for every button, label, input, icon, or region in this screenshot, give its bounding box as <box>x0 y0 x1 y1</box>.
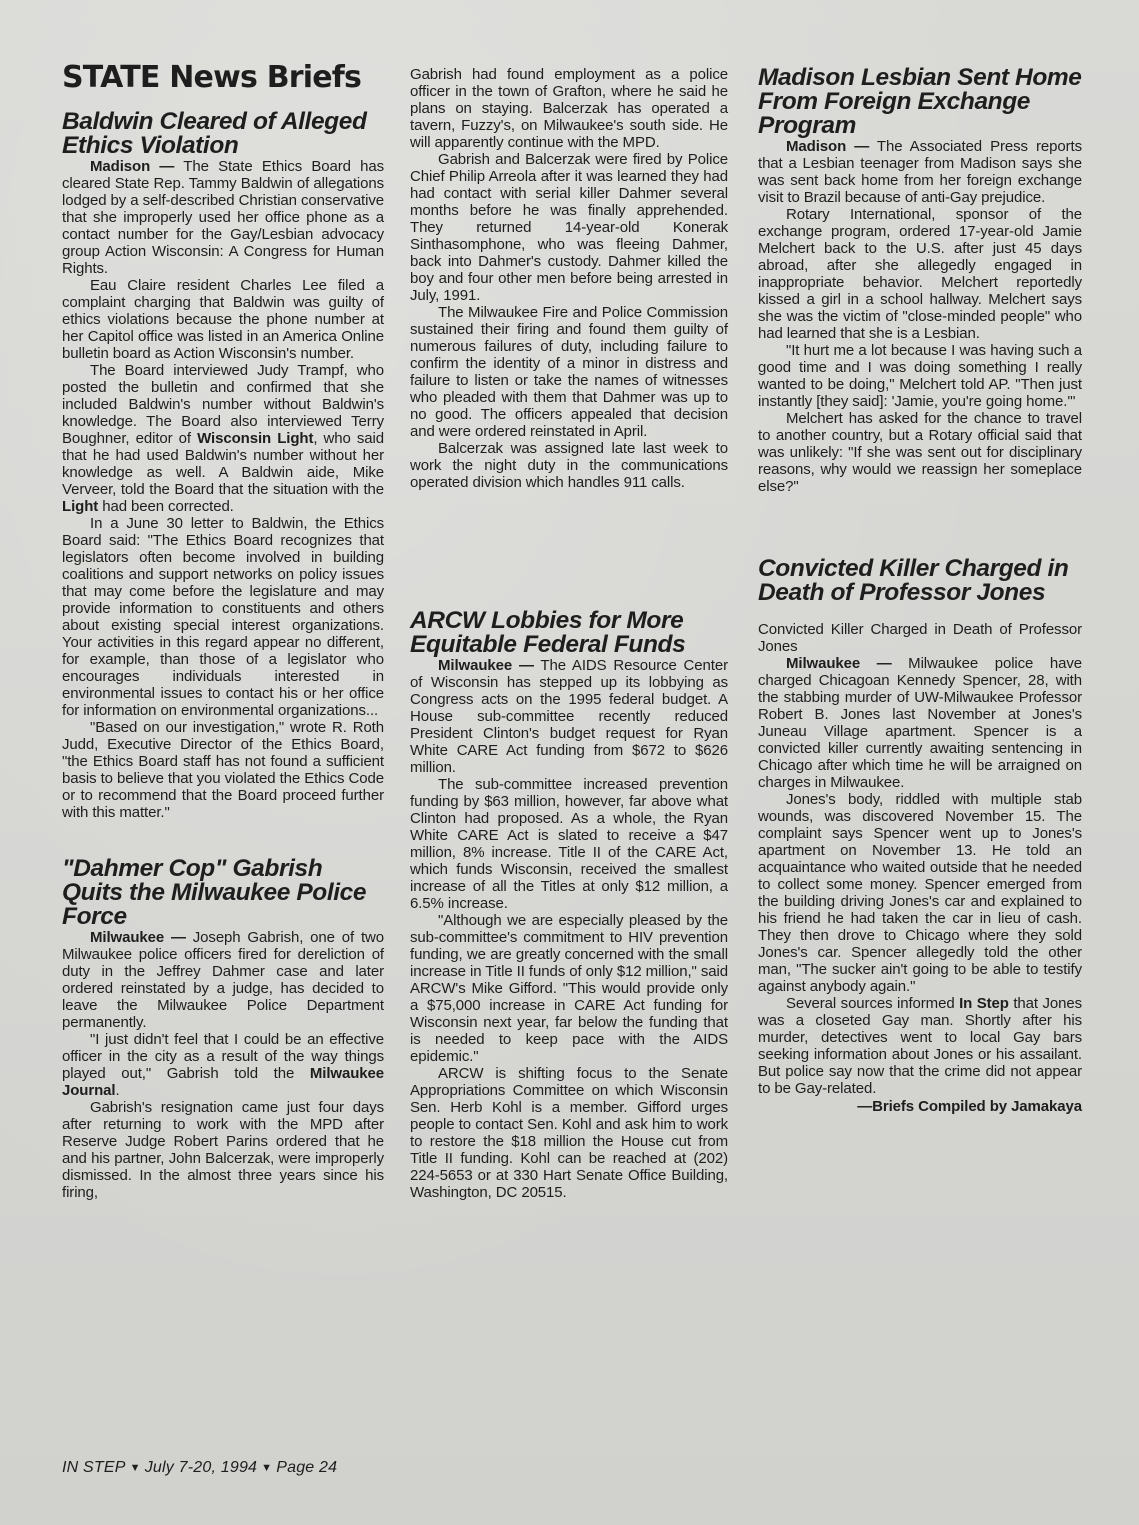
paragraph: "I just didn't feel that I could be an effective officer in the city as a result of the way things played out," Gabrish told the Milwaukee Journal. <box>62 1031 384 1099</box>
footer-page-number: Page 24 <box>276 1459 338 1476</box>
column-3 <box>758 66 1082 1115</box>
paragraph: Milwaukee — Milwaukee police have charged Chicagoan Kennedy Spencer, 28, with the stabbing murder of UW-Milwaukee Professor Robert B. Jones last November at Jones's Juneau Village apartment. Spencer is a convicted killer currently awaiting sentencing in Chicago after which time he will be arraigned on charges in Milwaukee. <box>758 655 1082 791</box>
paragraph: Eau Claire resident Charles Lee filed a complaint charging that Baldwin was guilty of ethics violations because the phone number at her Capitol office was listed in an America Online bulletin board as Action Wisconsin's number. <box>62 277 384 362</box>
article-baldwin <box>62 110 384 821</box>
paragraph: The sub-committee increased prevention funding by $63 million, however, far above what Clinton had proposed. As a whole, the Ryan White CARE Act is slated to receive a $47 million, 8% increase. Title II of the CARE Act, which funds Wisconsin, received the smallest increase of all the Titles at only $12 million, a 6.5% increase. <box>410 776 728 912</box>
dateline: Milwaukee — <box>90 929 186 946</box>
dateline: Madison — <box>90 158 175 175</box>
dateline: Madison — <box>786 138 870 155</box>
paragraph: Jones's body, riddled with multiple stab wounds, was discovered November 15. The complaint says Spencer went up to Jones's apartment on November 13. He told an acquaintance who waited outside that he needed to collect some money. Spencer emerged from the building driving Jones's car and explained to his friend he had taken the car in lieu of cash. They then drove to Chicago where they sold Jones's car. Spencer allegedly told the other man, "The sucker ain't going to be able to testify against anybody again." <box>758 791 1082 995</box>
article-gabrish-continued <box>410 66 728 491</box>
article-gabrish <box>62 857 384 1201</box>
triangle-separator-icon: ▼ <box>129 1462 141 1474</box>
footer-publication: IN STEP <box>62 1459 126 1476</box>
footer-date: July 7-20, 1994 <box>144 1459 258 1476</box>
paragraph: "It hurt me a lot because I was having such a good time and I was doing something I really wanted to be doing," Melchert told AP. "Then just instantly [they said]: 'Jamie, you're going home.'" <box>758 342 1082 410</box>
publication-name: Wisconsin Light <box>197 430 314 447</box>
paragraph: Milwaukee — Joseph Gabrish, one of two Milwaukee police officers fired for dereliction of duty in the Jeffrey Dahmer case and later ordered reinstated by a judge, has decided to leave the Milwaukee Police Department permanently. <box>62 929 384 1031</box>
paragraph: Gabrish's resignation came just four days after returning to work with the MPD after Reserve Judge Robert Parins ordered that he and his partner, John Balcerzak, were improperly dismissed. In the almost three years since his firing, <box>62 1099 384 1201</box>
headline-baldwin: Baldwin Cleared of Alleged Ethics Violation <box>62 108 367 159</box>
paragraph: The Milwaukee Fire and Police Commission sustained their firing and found them guilty of numerous failures of duty, including failure to confirm the identity of a minor in distress and failure to listen or take the names of witnesses who pleaded with them that Dahmer was up to no good. The officers appealed that decision and were ordered reinstated in April. <box>410 304 728 440</box>
article-lesbian-exchange <box>758 66 1082 495</box>
dateline: Milwaukee — <box>438 657 534 674</box>
headline-jones: Convicted Killer Charged in Death of Professor Jones <box>758 555 1069 606</box>
paragraph: Gabrish had found employment as a police officer in the town of Grafton, where he said he plans on staying. Balcerzak has operated a tavern, Fuzzy's, on Milwaukee's south side. He will apparently continue with the MPD. <box>410 66 728 151</box>
publication-name: Milwaukee Journal <box>62 1065 384 1099</box>
page-footer <box>62 1459 337 1477</box>
dateline: Milwaukee — <box>786 655 892 672</box>
article-arcw <box>410 609 728 1201</box>
paragraph: Several sources informed In Step that Jones was a closeted Gay man. Shortly after his murder, detectives went to local Gay bars seeking information about Jones or his assailant. But police say now that the crime did not appear to be Gay-related. <box>758 995 1082 1097</box>
paragraph: In a June 30 letter to Baldwin, the Ethics Board said: "The Ethics Board recognizes that legislators often become involved in building coalitions and support networks on policy issues that may come before the legislature and may provide information to constituents and others about existing special interest organizations. Your activities in this regard appear no different, for example, than those of a legislator who encourages individuals interested in environmental issues to contact his or her office for information on environmental organizations... <box>62 515 384 719</box>
publication-name: Light <box>62 498 99 515</box>
subhead-jones: Convicted Killer Charged in Death of Professor Jones <box>758 621 1082 655</box>
byline-signature: —Briefs Compiled by Jamakaya <box>857 1098 1082 1115</box>
triangle-separator-icon: ▼ <box>261 1462 273 1474</box>
paragraph: Gabrish and Balcerzak were fired by Police Chief Philip Arreola after it was learned they had had contact with serial killer Dahmer several months before he was finally apprehended. They returned 14-year-old Konerak Sinthasomphone, who was fleeing Dahmer, back into Dahmer's custody. Dahmer killed the boy and four other men before being arrested in July, 1991. <box>410 151 728 304</box>
paragraph: Milwaukee — The AIDS Resource Center of Wisconsin has stepped up its lobbying as Congress acts on the 1995 federal budget. A House sub-committee recently reduced President Clinton's budget request for Ryan White CARE Act funding from $672 to $626 million. <box>410 657 728 776</box>
paragraph: "Although we are especially pleased by the sub-committee's commitment to HIV prevention funding, we are greatly concerned with the small increase in Title II funds of only $12 million," said ARCW's Mike Gifford. "This would provide only a $75,000 increase in CARE Act funding for Wisconsin next year, far below the funding that is needed to keep pace with the AIDS epidemic." <box>410 912 728 1065</box>
column-1 <box>62 60 384 1201</box>
section-title: STATE News Briefs <box>62 60 362 95</box>
paragraph: The Board interviewed Judy Trampf, who posted the bulletin and confirmed that she included Baldwin's number without Baldwin's knowledge. The Board also interviewed Terry Boughner, editor of Wisconsin Light, who said that he had used Baldwin's number without her knowledge as well. A Baldwin aide, Mike Verveer, told the Board that the situation with the Light had been corrected. <box>62 362 384 515</box>
headline-arcw: ARCW Lobbies for More Equitable Federal Funds <box>410 607 686 658</box>
paragraph: Rotary International, sponsor of the exchange program, ordered 17-year-old Jamie Melchert back to the U.S. after just 45 days abroad, after she allegedly engaged in inappropriate behavior. Melchert reportedly kissed a girl in a school hallway. Melchert says she was the victim of "close-minded people" who had learned that she is a Lesbian. <box>758 206 1082 342</box>
paragraph: ARCW is shifting focus to the Senate Appropriations Committee on which Wisconsin Sen. Herb Kohl is a member. Gifford urges people to contact Sen. Kohl and ask him to work to restore the $18 million the House cut from Title II funding. Kohl can be reached at (202) 224-5653 or at 330 Hart Senate Office Building, Washington, DC 20515. <box>410 1065 728 1201</box>
paragraph: "Based on our investigation," wrote R. Roth Judd, Executive Director of the Ethics Board, "the Ethics Board staff has not found a sufficient basis to believe that you violated the Ethics Code or to recommend that the Board proceed further with this matter." <box>62 719 384 821</box>
paragraph: Melchert has asked for the chance to travel to another country, but a Rotary official said that was unlikely: "If she was sent out for disciplinary reasons, why would we reassign her someplace else?" <box>758 410 1082 495</box>
paragraph: Madison — The State Ethics Board has cleared State Rep. Tammy Baldwin of allegations lodged by a self-described Christian conservative that she improperly used her office phone as a contact number for the Gay/Lesbian advocacy group Action Wisconsin: A Congress for Human Rights. <box>62 158 385 277</box>
paragraph: Balcerzak was assigned late last week to work the night duty in the communications operated division which handles 911 calls. <box>410 440 728 491</box>
paragraph: Madison — The Associated Press reports that a Lesbian teenager from Madison says she was sent back home from her foreign exchange visit to Brazil because of anti-Gay prejudice. <box>758 138 1083 206</box>
headline-gabrish: "Dahmer Cop" Gabrish Quits the Milwaukee Police Force <box>62 855 367 930</box>
column-2 <box>410 66 728 1201</box>
publication-name: In Step <box>959 995 1009 1012</box>
headline-lesbian-exchange: Madison Lesbian Sent Home From Foreign Exchange Program <box>758 64 1082 139</box>
article-jones <box>758 557 1082 1115</box>
